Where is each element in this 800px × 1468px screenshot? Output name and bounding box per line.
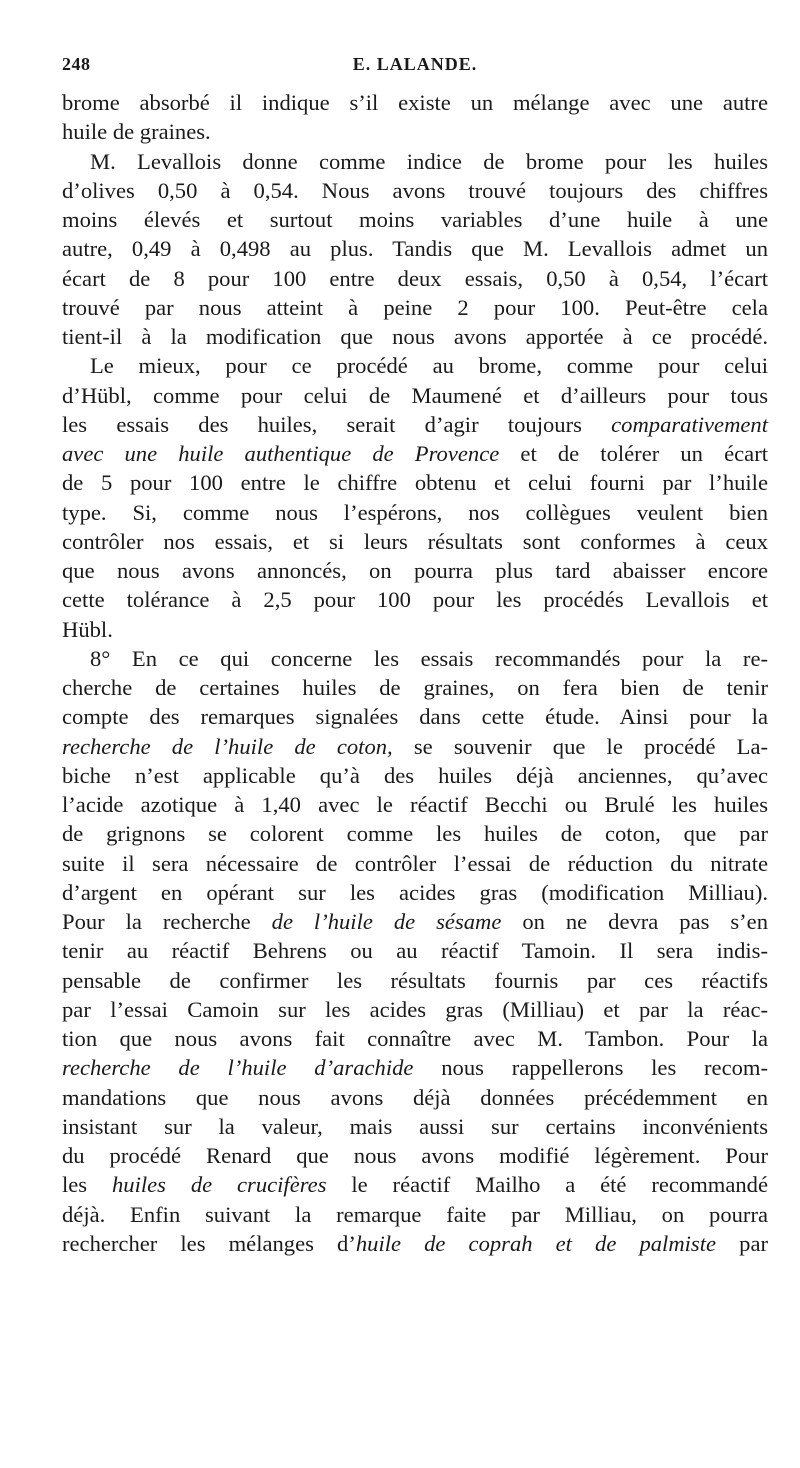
- italic-phrase: huiles de crucifères: [111, 1172, 327, 1198]
- text-line: moins élevés et surtout moins variables d’une huile à une: [62, 207, 768, 232]
- text-segment: le réactif Mailho a été recommandé: [351, 1172, 768, 1198]
- text-line: tion que nous avons fait connaître avec M. Tambon. Pour la: [62, 1026, 768, 1051]
- text-segment: on ne devra pas s’en: [522, 909, 768, 934]
- italic-phrase: recherche de l’huile de coton,: [62, 733, 393, 759]
- text-line: type. Si, comme nous l’espérons, nos collègues veulent bien: [62, 499, 768, 525]
- text-line: de grignons se colorent comme les huiles de coton, que par: [62, 821, 768, 847]
- text-line: mandations que nous avons déjà données précédemment en: [62, 1084, 768, 1110]
- text-line: suite il sera nécessaire de contrôler l’essai de réduction du nitrate: [62, 850, 768, 876]
- text-line: d’olives 0,50 à 0,54. Nous avons trouvé toujours des chiffres: [62, 177, 768, 203]
- text-line: insistant sur la valeur, mais aussi sur certains inconvénients: [62, 1113, 768, 1139]
- text-line: par l’essai Camoin sur les acides gras (Milliau) et par la réac-: [62, 996, 768, 1022]
- text-line: brome absorbé il indique s’il existe un mélange avec une autre: [62, 90, 768, 115]
- text-line: autre, 0,49 à 0,498 au plus. Tandis que M. Levallois admet un: [62, 236, 768, 262]
- running-head: E. LALANDE.: [352, 54, 478, 74]
- text-line: huile de graines.: [62, 119, 211, 145]
- text-line: M. Levallois donne comme indice de brome pour les huiles: [90, 148, 768, 174]
- page: [62, 48, 768, 1258]
- text-line: de 5 pour 100 entre le chiffre obtenu et celui fourni par l’huile: [62, 470, 768, 496]
- text-line: trouvé par nous atteint à peine 2 pour 100. Peut-être cela: [62, 294, 768, 320]
- text-segment: et de tolérer un écart: [520, 441, 768, 466]
- text-line: cette tolérance à 2,5 pour 100 pour les procédés Levallois et: [62, 587, 768, 613]
- text-line: [62, 732, 768, 761]
- text-segment: rechercher les mélanges d’: [62, 1230, 356, 1256]
- text-line: contrôler nos essais, et si leurs résultats sont conformes à ceux: [62, 528, 768, 554]
- text-segment: les essais des huiles, serait d’agir toujours: [62, 411, 582, 437]
- text-segment: se souvenir que le procédé La-: [413, 733, 768, 759]
- text-line: que nous avons annoncés, on pourra plus tard abaisser encore: [62, 558, 768, 583]
- italic-phrase: recherche de l’huile d’arachide: [62, 1055, 414, 1081]
- text-line: compte des remarques signalées dans cette étude. Ainsi pour la: [62, 704, 768, 730]
- text-line: [62, 410, 768, 439]
- text-segment: nous rappellerons les recom-: [441, 1055, 769, 1081]
- text-line: 8° En ce qui concerne les essais recommandés pour la re-: [90, 645, 768, 671]
- text-line: cherche de certaines huiles de graines, on fera bien de tenir: [62, 675, 768, 700]
- text-line: déjà. Enfin suivant la remarque faite par Milliau, on pourra: [62, 1201, 768, 1227]
- text-line: pensable de confirmer les résultats fournis par ces réactifs: [62, 967, 768, 993]
- italic-phrase: de l’huile de sésame: [271, 909, 502, 934]
- text-line: l’acide azotique à 1,40 avec le réactif Becchi ou Brulé les huiles: [62, 792, 768, 817]
- page-number: 248: [62, 54, 91, 74]
- text-line: [62, 1170, 768, 1199]
- text-line: tenir au réactif Behrens ou au réactif Tamoin. Il sera indis-: [62, 938, 768, 964]
- text-line: Hübl.: [62, 616, 113, 642]
- text-line: [62, 907, 768, 936]
- text-line: biche n’est applicable qu’à des huiles déjà anciennes, qu’avec: [62, 762, 768, 788]
- text-segment: par: [739, 1230, 768, 1256]
- text-line: tient-il à la modification que nous avons apportée à ce procédé.: [62, 324, 768, 349]
- text-line: du procédé Renard que nous avons modifié légèrement. Pour: [62, 1143, 768, 1168]
- text-line: Le mieux, pour ce procédé au brome, comme pour celui: [90, 353, 768, 379]
- page-header: [62, 48, 768, 88]
- text-line: d’argent en opérant sur les acides gras (modification Milliau).: [62, 879, 768, 905]
- body-text: [62, 88, 768, 1258]
- text-segment: les: [62, 1172, 88, 1198]
- text-line: [62, 1229, 768, 1258]
- text-line: écart de 8 pour 100 entre deux essais, 0,50 à 0,54, l’écart: [62, 265, 768, 291]
- italic-phrase: avec une huile authentique de Provence: [62, 441, 500, 466]
- italic-phrase: huile de coprah et de palmiste: [355, 1230, 717, 1256]
- text-segment: Pour la recherche: [62, 909, 251, 934]
- italic-phrase: comparativement: [611, 411, 768, 437]
- text-line: d’Hübl, comme pour celui de Maumené et d’ailleurs pour tous: [62, 382, 768, 408]
- text-line: [62, 1053, 768, 1082]
- text-line: [62, 439, 768, 468]
